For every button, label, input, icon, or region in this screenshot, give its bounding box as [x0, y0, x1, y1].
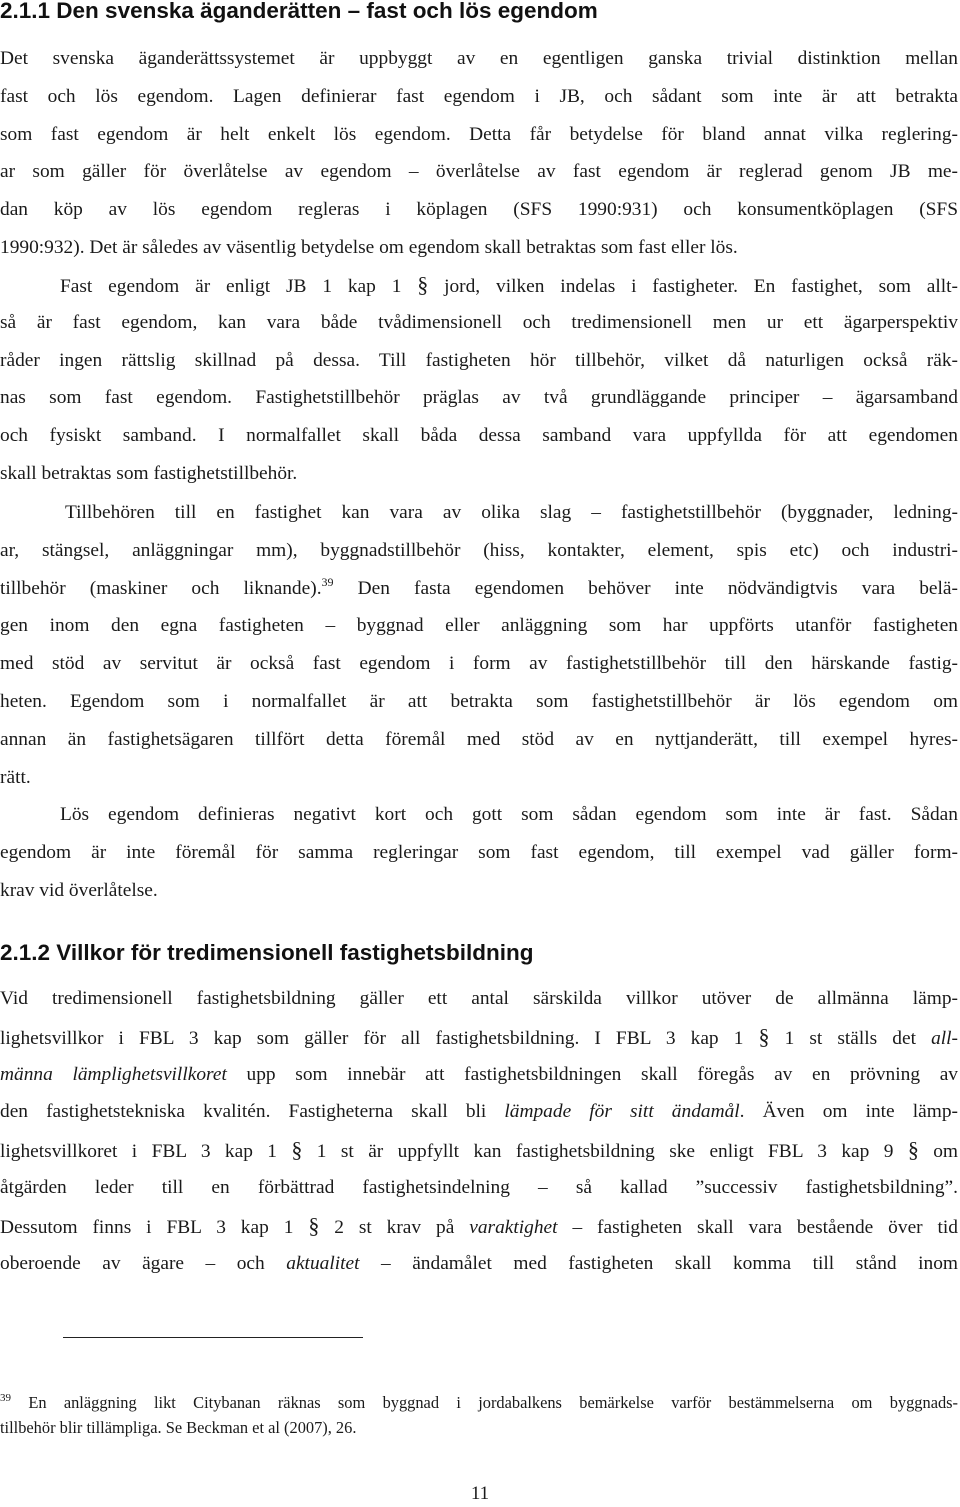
- text-line: [0, 1056, 958, 1094]
- text-line: nas som fast egendom. Fastighetstillbehör präglas av två grundläggande principer – ägarsamband: [0, 387, 958, 409]
- text-span: den fastighetstekniska kvalitén. Fastigheterna skall bli: [0, 1101, 505, 1123]
- text-line: fast och lös egendom. Lagen definierar fast egendom i JB, och sådant som inte är att betrakta: [0, 85, 958, 107]
- text-span: jord, vilken indelas i fastigheter. En fastighet, som allt-: [428, 276, 958, 297]
- text-line: gen inom den egna fastigheten – byggnad eller anläggning som har uppförts utanför fastigheten: [0, 615, 958, 637]
- section-sign: §: [308, 1212, 320, 1238]
- paragraph-tredimensionell: [0, 980, 958, 1282]
- text-line: dan köp av lös egendom regleras i köplagen (SFS 1990:931) och konsumentköplagen (SFS: [0, 199, 958, 221]
- text-line: [0, 1018, 958, 1056]
- text-span: . Även om inte lämp-: [739, 1101, 958, 1123]
- section-sign: §: [291, 1137, 303, 1163]
- text-span: – ändamålet med fastigheten skall komma till stånd inom: [359, 1252, 958, 1274]
- section-sign: §: [417, 272, 429, 297]
- text-line: Tillbehören till en fastighet kan vara av olika slag – fastighetstillbehör (byggnader, ledning-: [65, 502, 958, 523]
- text-line: Lös egendom definieras negativt kort och gott som sådan egendom som inte är fast. Sådan: [60, 804, 958, 825]
- section-heading-2-1-1: 2.1.1 Den svenska äganderätten – fast och lös egendom: [0, 0, 598, 23]
- text-span: oberoende av ägare – och: [0, 1252, 287, 1274]
- emphasis-text: männa lämplighetsvillkoret: [0, 1063, 227, 1085]
- text-line: som fast egendom är helt enkelt lös egendom. Detta får betydelse för bland annat vilka reglering-: [0, 123, 958, 145]
- text-line: och fysiskt samband. I normalfallet skall båda dessa samband vara uppfyllda för att egendomen: [0, 425, 958, 447]
- text-span: 1 st ställs det: [769, 1027, 932, 1049]
- text-line: 1990:932). Det är således av väsentlig betydelse om egendom skall betraktas som fast eller lös.: [0, 236, 738, 258]
- text-line: [0, 1207, 958, 1245]
- footnote-number: 39: [0, 1392, 11, 1404]
- footnote-reference: 39: [321, 574, 334, 589]
- text-span: om: [918, 1141, 958, 1163]
- text-line: egendom är inte föremål för samma regleringar som fast egendom, till exempel vad gäller form-: [0, 841, 958, 863]
- text-span: lighetsvillkor i FBL 3 kap som gäller för all fastighetsbildning. I FBL 3 kap 1: [0, 1027, 759, 1049]
- paragraph-fast-egendom: [0, 266, 958, 493]
- emphasis-text: aktualitet: [286, 1252, 360, 1274]
- section-heading-2-1-2: 2.1.2 Villkor för tredimensionell fastighetsbildning: [0, 940, 534, 965]
- text-line: så är fast egendom, kan vara både tvådimensionell och tredimensionell men ur ett ägarperspektiv: [0, 311, 958, 333]
- paragraph-los-egendom: [0, 796, 958, 909]
- text-line: Det svenska äganderättssystemet är uppbyggt av en egentligen ganska trivial distinktion mellan: [0, 48, 958, 69]
- text-span: 1 st är uppfyllt kan fastighetsbildning ske enligt FBL 3 kap 9: [302, 1141, 908, 1163]
- text-line: [0, 1131, 958, 1169]
- footnote-separator: [63, 1337, 363, 1338]
- text-line: annan än fastighetsägaren tillfört detta föremål med stöd av en nyttjanderätt, till exempel hyres-: [0, 728, 958, 750]
- text-line: [0, 1245, 958, 1283]
- emphasis-text: varaktighet: [469, 1216, 558, 1238]
- footnote-line: [0, 1391, 958, 1416]
- text-span: Fast egendom är enligt JB 1 kap 1: [60, 276, 418, 297]
- text-span: lighetsvillkoret i FBL 3 kap 1: [0, 1141, 292, 1163]
- text-span: – fastigheten skall vara bestående över tid: [557, 1216, 959, 1238]
- text-line: krav vid överlåtelse.: [0, 879, 158, 901]
- footnote-line: tillbehör blir tillämpliga. Se Beckman et al (2007), 26.: [0, 1417, 357, 1437]
- text-span: En anläggning likt Citybanan räknas som byggnad i jordabalkens bemärkelse varför bestämmelserna om byggnads-: [11, 1393, 958, 1412]
- text-line: heten. Egendom som i normalfallet är att betrakta som fastighetstillbehör är lös egendom om: [0, 690, 958, 712]
- section-sign: §: [907, 1137, 919, 1163]
- section-sign: §: [758, 1023, 770, 1049]
- text-line: åtgärden leder till en förbättrad fastighetsindelning – så kallad ”successiv fastighetsbildning”.: [0, 1176, 958, 1198]
- text-span: tillbehör (maskiner och liknande).: [0, 577, 322, 599]
- text-line: [0, 1093, 958, 1131]
- text-line: Vid tredimensionell fastighetsbildning gäller ett antal särskilda villkor utöver de allmänna lämp-: [0, 988, 958, 1009]
- text-line: [0, 570, 958, 608]
- paragraph-tillbehor: [0, 494, 958, 796]
- emphasis-text: lämpade för sitt ändamål: [504, 1101, 740, 1123]
- text-span: Den fasta egendomen behöver inte nödvändigtvis vara belä-: [333, 577, 958, 599]
- footnote: [0, 1391, 958, 1440]
- text-line: skall betraktas som fastighetstillbehör.: [0, 462, 298, 484]
- paragraph-ownership-system: [0, 40, 958, 267]
- text-line: rätt.: [0, 766, 31, 788]
- text-line: ar som gäller för överlåtelse av egendom – överlåtelse av fast egendom är reglerad genom JB me-: [0, 161, 958, 183]
- text-line: råder ingen rättslig skillnad på dessa. Till fastigheten hör tillbehör, vilket då naturligen också räk-: [0, 349, 958, 371]
- text-span: 2 st krav på: [319, 1216, 470, 1238]
- page-number: 11: [470, 1483, 490, 1504]
- text-span: Dessutom finns i FBL 3 kap 1: [0, 1216, 309, 1238]
- text-line: med stöd av servitut är också fast egendom i form av fastighetstillbehör till den härskande fastig-: [0, 653, 958, 675]
- text-span: upp som innebär att fastighetsbildningen skall föregås av en prövning av: [226, 1063, 959, 1085]
- text-line: ar, stängsel, anläggningar mm), byggnadstillbehör (hiss, kontakter, element, spis etc) och industri-: [0, 539, 958, 561]
- emphasis-text: all-: [931, 1027, 958, 1049]
- text-line: [0, 266, 958, 304]
